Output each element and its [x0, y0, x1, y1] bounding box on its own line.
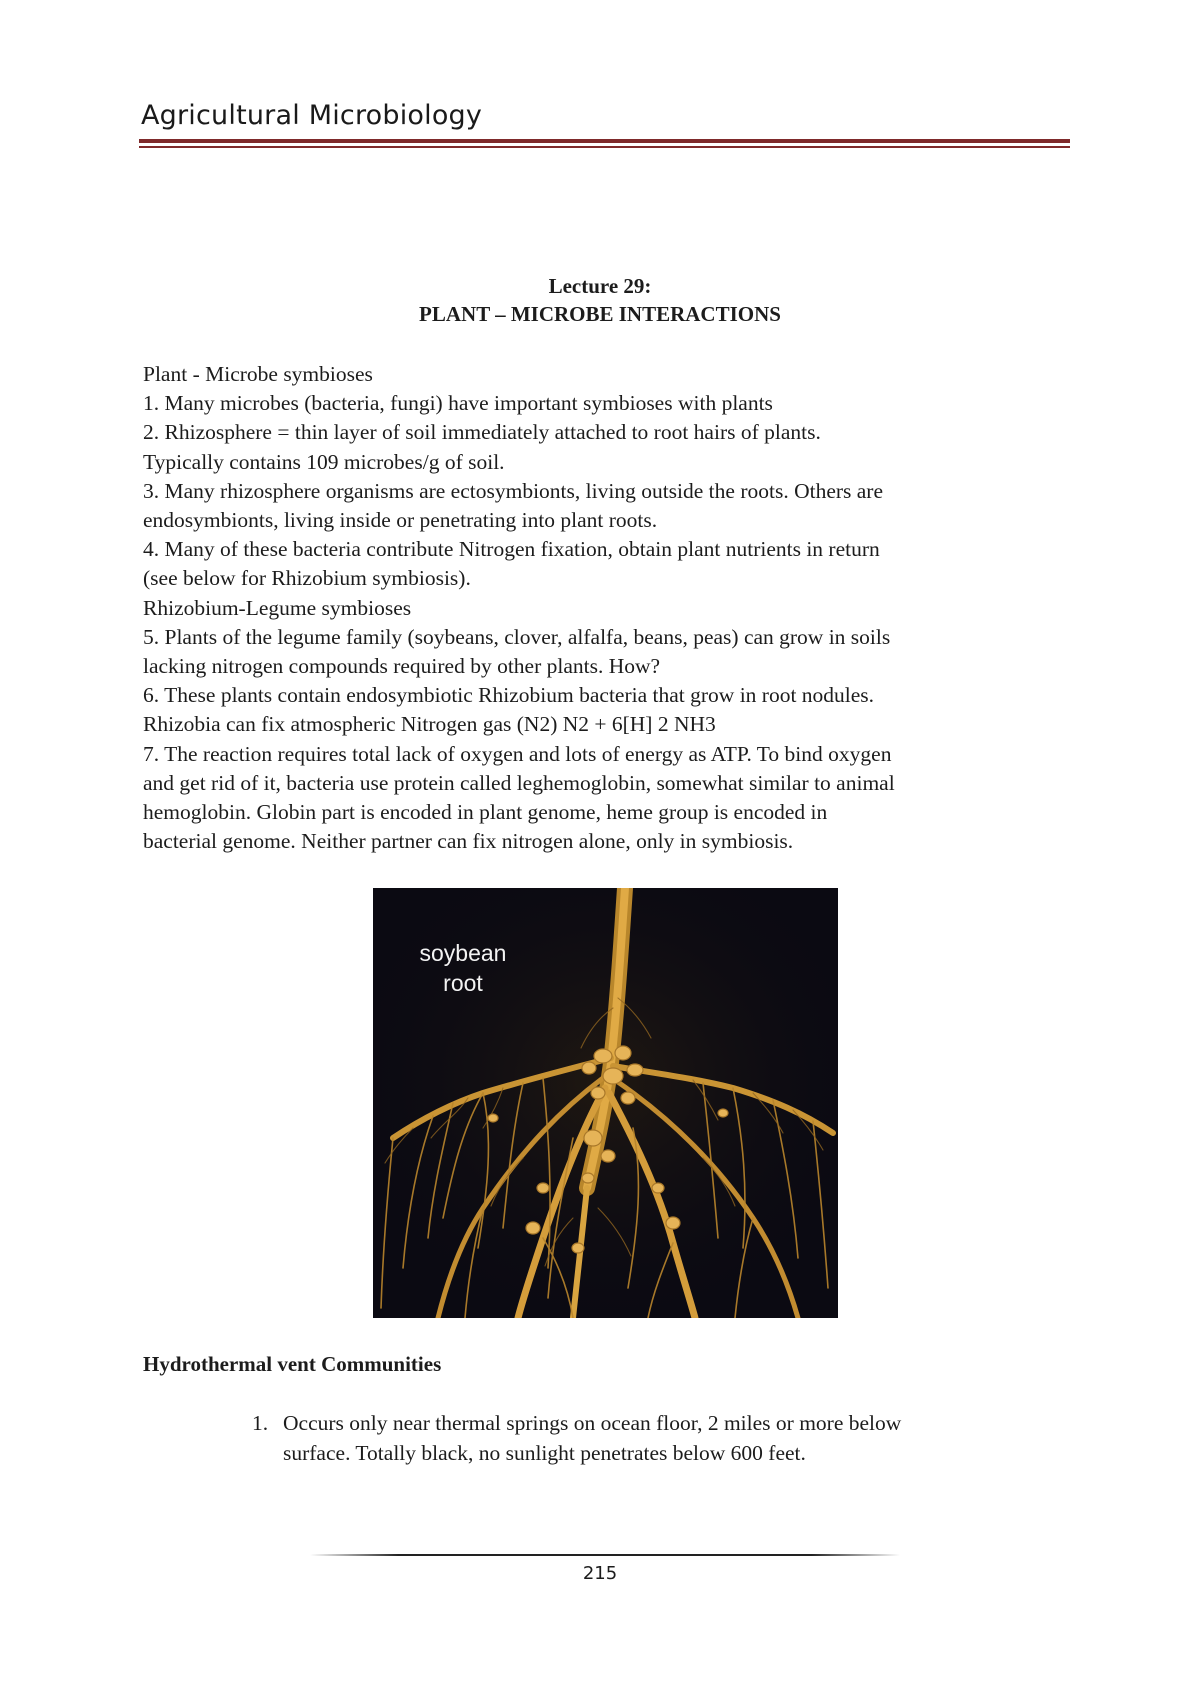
footer-rule	[310, 1554, 900, 1556]
body-line: 2. Rhizosphere = thin layer of soil immediately attached to root hairs of plants.	[143, 420, 821, 445]
list-marker: 1.	[252, 1411, 269, 1435]
section-heading: Hydrothermal vent Communities	[143, 1352, 442, 1376]
body-line: bacterial genome. Neither partner can fix nitrogen alone, only in symbiosis.	[143, 829, 794, 854]
list-item-line: Occurs only near thermal springs on ocean floor, 2 miles or more below	[283, 1411, 902, 1435]
header-rule-thin	[139, 146, 1070, 148]
body-text	[143, 360, 1063, 856]
list-item	[252, 1408, 1052, 1468]
figure-label-line: root	[443, 970, 483, 996]
header-rule	[139, 139, 1070, 143]
body-line: 4. Many of these bacteria contribute Nitrogen fixation, obtain plant nutrients in return	[143, 537, 880, 562]
page-number: 215	[582, 1563, 618, 1584]
body-line: 6. These plants contain endosymbiotic Rhizobium bacteria that grow in root nodules.	[143, 683, 875, 708]
body-line: 7. The reaction requires total lack of oxygen and lots of energy as ATP. To bind oxygen	[143, 741, 892, 766]
list-item-line: surface. Totally black, no sunlight penetrates below 600 feet.	[283, 1441, 806, 1465]
body-line: 5. Plants of the legume family (soybeans, clover, alfalfa, beans, peas) can grow in soils	[143, 624, 891, 649]
body-line: Rhizobium-Legume symbioses	[143, 595, 412, 620]
body-line: Typically contains 109 microbes/g of soil.	[143, 449, 505, 474]
body-line: and get rid of it, bacteria use protein called leghemoglobin, somewhat similar to animal	[143, 770, 895, 795]
body-line: (see below for Rhizobium symbiosis).	[143, 566, 471, 591]
body-line: Plant - Microbe symbioses	[143, 362, 373, 386]
lecture-title: PLANT – MICROBE INTERACTIONS	[419, 302, 781, 326]
body-line: 1. Many microbes (bacteria, fungi) have important symbioses with plants	[143, 391, 773, 416]
numbered-list	[252, 1408, 1052, 1468]
body-line: Rhizobia can fix atmospheric Nitrogen gas (N2) N2 + 6[H] 2 NH3	[143, 712, 716, 737]
body-line: lacking nitrogen compounds required by other plants. How?	[143, 654, 661, 679]
running-header: Agricultural Microbiology	[141, 100, 483, 131]
figure-label-line: soybean	[419, 940, 507, 966]
body-line: hemoglobin. Globin part is encoded in plant genome, heme group is encoded in	[143, 800, 828, 825]
body-line: endosymbionts, living inside or penetrating into plant roots.	[143, 508, 658, 533]
body-line: 3. Many rhizosphere organisms are ectosymbionts, living outside the roots. Others are	[143, 478, 884, 503]
figure-label	[413, 938, 513, 998]
soybean-root-photo	[373, 888, 838, 1318]
lecture-number: Lecture 29:	[548, 274, 652, 298]
